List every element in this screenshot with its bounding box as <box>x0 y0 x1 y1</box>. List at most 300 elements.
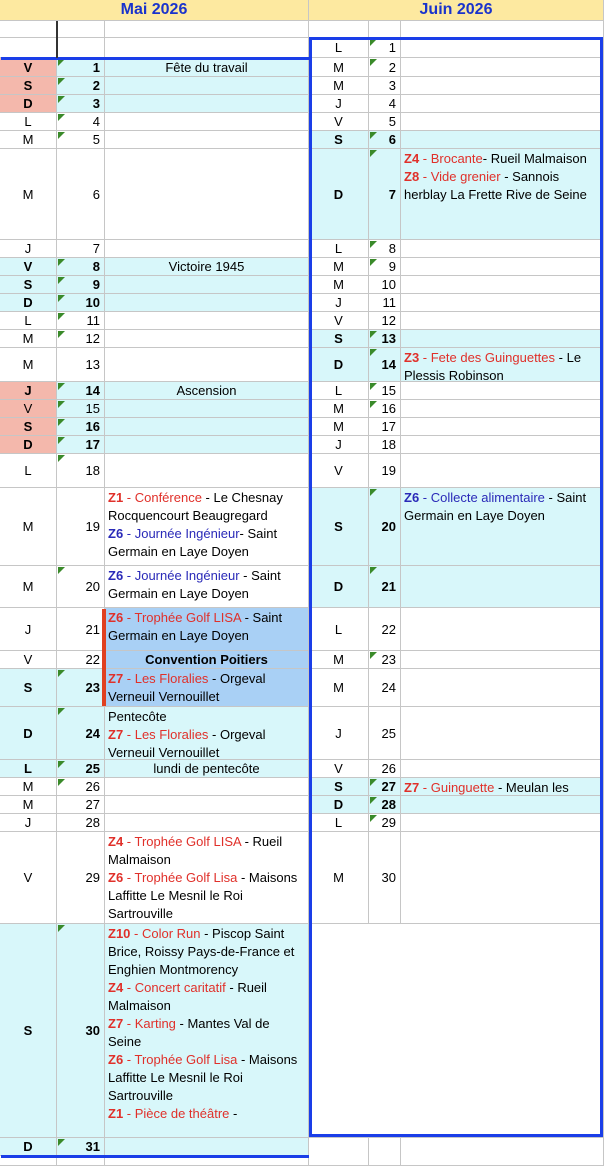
day-letter <box>309 312 369 330</box>
day-letter <box>0 382 57 400</box>
event-location: - Saint Germain en Laye Doyen <box>404 490 587 523</box>
day-letter-text: J <box>24 621 32 637</box>
day-number-text: 24 <box>381 680 396 695</box>
event-entry <box>108 726 305 760</box>
day-letter <box>0 566 57 608</box>
day-letter <box>0 276 57 294</box>
day-letter <box>0 95 57 113</box>
day-number-text: 2 <box>388 59 396 75</box>
comment-marker-icon <box>58 779 65 786</box>
event-cell[interactable] <box>105 436 309 454</box>
day-letter <box>0 258 57 276</box>
day-letter-text: M <box>333 277 344 292</box>
day-number <box>57 1138 105 1156</box>
day-number-text: 30 <box>85 1023 100 1038</box>
event-text: Convention Poitiers <box>145 652 268 667</box>
event-cell[interactable] <box>105 258 309 276</box>
comment-marker-icon <box>370 349 377 356</box>
day-number <box>57 669 105 707</box>
day-number <box>369 760 401 778</box>
month-title: Mai 2026 <box>120 1 188 18</box>
day-letter <box>0 58 57 77</box>
zone-code: Z7 <box>108 671 124 686</box>
event-cell[interactable] <box>105 131 309 149</box>
day-number-text: 9 <box>92 277 100 292</box>
comment-marker-icon <box>370 489 377 496</box>
comment-marker-icon <box>58 1139 65 1146</box>
day-letter-text: L <box>334 621 343 637</box>
comment-marker-icon <box>58 259 65 266</box>
day-letter <box>0 77 57 95</box>
event-cell[interactable] <box>105 294 309 312</box>
day-number-text: 15 <box>381 383 396 398</box>
comment-marker-icon <box>58 59 65 66</box>
day-number <box>369 796 401 814</box>
event-location: - Saint Germain en Laye Doyen <box>108 610 283 643</box>
day-letter <box>309 669 369 707</box>
event-text: lundi de pentecôte <box>153 761 260 776</box>
day-number <box>57 95 105 113</box>
comment-marker-icon <box>58 401 65 408</box>
event-location: - Meulan les <box>494 780 569 795</box>
day-letter <box>309 400 369 418</box>
day-number-text: 7 <box>388 186 396 202</box>
comment-marker-icon <box>58 419 65 426</box>
day-letter <box>309 95 369 113</box>
event-cell[interactable] <box>401 382 604 400</box>
day-number-text: 11 <box>86 313 100 328</box>
day-number <box>57 294 105 312</box>
event-cell[interactable] <box>401 77 604 95</box>
empty-cell <box>309 1138 369 1166</box>
event-cell[interactable] <box>105 330 309 348</box>
empty-area <box>309 924 604 1138</box>
day-number-text: 23 <box>85 680 100 695</box>
comment-marker-icon <box>370 150 377 157</box>
day-number <box>369 149 401 240</box>
day-letter-text: V <box>334 463 343 478</box>
event-location: - Le Chesnay Rocquencourt Beaugregard <box>108 490 283 523</box>
event-cell[interactable] <box>401 95 604 113</box>
comment-marker-icon <box>58 708 65 715</box>
day-letter-text: S <box>334 519 343 534</box>
event-cell[interactable] <box>401 436 604 454</box>
event-cell[interactable] <box>401 113 604 131</box>
day-letter <box>309 418 369 436</box>
zone-code: Z1 <box>108 1106 124 1121</box>
event-name: - Journée Ingénieur <box>123 526 240 541</box>
event-location: - Saint Germain en Laye Doyen <box>108 568 281 601</box>
event-cell[interactable] <box>105 58 309 77</box>
event-cell[interactable] <box>105 382 309 400</box>
event-name: - Trophée Golf LISA <box>123 834 241 849</box>
day-letter-text: M <box>22 186 34 202</box>
day-number <box>57 436 105 454</box>
day-number <box>57 814 105 832</box>
event-name: - Trophée Golf Lisa <box>123 1052 238 1067</box>
event-cell[interactable] <box>401 832 604 924</box>
day-letter <box>0 796 57 814</box>
day-letter <box>0 454 57 488</box>
comment-marker-icon <box>58 383 65 390</box>
event-cell[interactable] <box>105 1138 309 1156</box>
event-name: - Concert caritatif <box>123 980 226 995</box>
day-number-text: 29 <box>381 815 396 830</box>
zone-code: Z3 <box>404 350 420 365</box>
day-letter <box>309 382 369 400</box>
event-cell[interactable] <box>105 149 309 240</box>
event-location: - Orgeval Verneuil Vernouillet <box>108 727 266 760</box>
event-name: - Les Floralies <box>123 727 209 742</box>
day-number <box>57 760 105 778</box>
day-letter-text: V <box>334 114 343 129</box>
event-name: - Brocante <box>419 151 483 166</box>
day-letter <box>0 832 57 924</box>
day-number-text: 4 <box>388 96 396 111</box>
event-entry <box>108 489 305 525</box>
event-cell[interactable] <box>105 778 309 796</box>
event-cell[interactable] <box>401 38 604 58</box>
day-letter-text: L <box>334 383 343 398</box>
event-cell[interactable] <box>401 488 604 566</box>
event-entry <box>404 779 600 796</box>
spacer-cell <box>401 21 604 38</box>
event-cell[interactable] <box>401 814 604 832</box>
comment-marker-icon <box>58 295 65 302</box>
event-cell[interactable] <box>105 651 309 669</box>
event-cell[interactable] <box>401 149 604 240</box>
day-number <box>369 77 401 95</box>
day-number-text: 9 <box>388 259 396 274</box>
day-number <box>57 312 105 330</box>
event-cell[interactable] <box>401 348 604 382</box>
day-number-text: 11 <box>382 295 396 310</box>
day-letter-text: J <box>24 383 32 398</box>
day-letter <box>309 276 369 294</box>
event-entry <box>108 925 305 979</box>
event-entry <box>108 979 305 1015</box>
day-letter-text: V <box>23 652 33 667</box>
day-letter-text: M <box>22 779 34 794</box>
event-name: - Trophée Golf Lisa <box>123 870 238 885</box>
day-letter-text: D <box>333 579 344 594</box>
day-letter <box>0 707 57 760</box>
empty-cell <box>369 1138 401 1166</box>
event-name: - Collecte alimentaire <box>419 490 545 505</box>
day-letter <box>0 436 57 454</box>
event-cell[interactable] <box>401 330 604 348</box>
day-number-text: 10 <box>85 295 100 310</box>
day-letter-text: M <box>22 797 34 812</box>
event-cell[interactable] <box>105 488 309 566</box>
day-letter-text: L <box>24 463 32 478</box>
event-cell[interactable] <box>105 760 309 778</box>
day-number <box>57 258 105 276</box>
event-cell[interactable] <box>401 454 604 488</box>
day-letter-text: L <box>334 241 343 256</box>
event-cell[interactable] <box>401 418 604 436</box>
event-cell[interactable] <box>401 131 604 149</box>
day-number <box>57 400 105 418</box>
event-entry <box>177 383 237 398</box>
event-text: Victoire 1945 <box>168 259 245 274</box>
day-number-text: 25 <box>381 725 396 741</box>
event-cell[interactable] <box>401 566 604 608</box>
day-letter-text: M <box>333 401 344 416</box>
event-entry <box>404 150 600 168</box>
day-letter-text: D <box>23 96 33 111</box>
day-number-text: 20 <box>85 579 100 594</box>
spacer-cell <box>57 21 105 38</box>
day-number <box>369 113 401 131</box>
day-letter-text: S <box>23 1023 33 1038</box>
zone-code: Z1 <box>108 490 124 505</box>
month-header-may <box>0 0 309 21</box>
day-number <box>57 276 105 294</box>
event-entry <box>108 708 305 726</box>
day-number <box>57 330 105 348</box>
event-cell[interactable] <box>401 400 604 418</box>
day-letter-text: M <box>22 331 34 346</box>
day-letter <box>0 294 57 312</box>
comment-marker-icon <box>58 761 65 768</box>
day-number-text: 13 <box>381 331 396 346</box>
day-number-text: 6 <box>388 132 396 147</box>
day-number <box>369 58 401 77</box>
day-letter <box>309 330 369 348</box>
event-name: - Color Run <box>130 926 201 941</box>
month-header-june <box>309 0 604 21</box>
event-cell[interactable] <box>105 566 309 608</box>
day-letter-text: M <box>22 132 34 147</box>
event-cell[interactable] <box>105 348 309 382</box>
comment-marker-icon <box>58 437 65 444</box>
event-cell[interactable] <box>401 258 604 276</box>
event-entry <box>108 1051 305 1105</box>
event-name: - Pièce de théâtre <box>123 1106 230 1121</box>
event-cell[interactable] <box>401 608 604 651</box>
event-entry <box>108 1015 305 1051</box>
event-cell[interactable] <box>105 95 309 113</box>
zone-code: Z6 <box>108 1052 124 1067</box>
day-number <box>369 258 401 276</box>
zone-code: Z10 <box>108 926 131 941</box>
event-cell[interactable] <box>401 312 604 330</box>
day-number <box>57 778 105 796</box>
event-cell[interactable] <box>105 400 309 418</box>
event-name: - Fete des Guinguettes <box>419 350 556 365</box>
event-cell[interactable] <box>105 796 309 814</box>
zone-code: Z6 <box>404 490 420 505</box>
day-number-text: 5 <box>92 132 100 147</box>
day-number-text: 13 <box>85 357 100 372</box>
day-letter <box>309 113 369 131</box>
comment-marker-icon <box>58 313 65 320</box>
day-number-text: 25 <box>85 761 100 776</box>
day-letter-text: L <box>24 114 32 129</box>
zone-code: Z8 <box>404 169 420 184</box>
comment-marker-icon <box>58 277 65 284</box>
event-cell[interactable] <box>105 924 309 1138</box>
day-number <box>57 348 105 382</box>
day-letter-text: M <box>22 519 34 534</box>
day-letter-text: V <box>23 401 33 416</box>
day-number <box>369 348 401 382</box>
event-cell[interactable] <box>401 240 604 258</box>
event-entry <box>108 670 305 706</box>
month-title: Juin 2026 <box>419 1 493 18</box>
zone-code: Z4 <box>108 980 124 995</box>
event-cell[interactable] <box>401 707 604 760</box>
day-number-text: 18 <box>85 463 100 478</box>
day-number-text: 3 <box>388 78 396 93</box>
zone-code: Z7 <box>108 1016 124 1031</box>
day-letter <box>309 566 369 608</box>
comment-marker-icon <box>370 331 377 338</box>
comment-marker-icon <box>58 78 65 85</box>
event-cell[interactable] <box>105 814 309 832</box>
event-cell[interactable] <box>105 608 309 651</box>
day-number <box>57 113 105 131</box>
event-cell[interactable] <box>401 760 604 778</box>
day-letter <box>309 814 369 832</box>
day-number-text: 31 <box>85 1139 100 1154</box>
day-number <box>57 77 105 95</box>
day-number <box>369 276 401 294</box>
day-letter-text: D <box>23 295 33 310</box>
empty-cell <box>0 1156 57 1166</box>
comment-marker-icon <box>58 925 65 932</box>
event-cell[interactable] <box>105 707 309 760</box>
day-number-text: 1 <box>92 59 100 75</box>
day-letter <box>0 240 57 258</box>
event-entry <box>145 652 268 667</box>
day-number-text: 18 <box>381 437 396 452</box>
event-cell[interactable] <box>401 58 604 77</box>
comment-marker-icon <box>370 797 377 804</box>
zone-code: Z4 <box>404 151 420 166</box>
event-location: - <box>229 1106 238 1121</box>
day-number-text: 5 <box>388 114 396 129</box>
day-letter <box>309 488 369 566</box>
day-letter <box>0 1138 57 1156</box>
day-letter-text: D <box>23 725 33 741</box>
day-number <box>57 608 105 651</box>
day-number <box>369 669 401 707</box>
event-cell[interactable] <box>401 778 604 796</box>
day-number-text: 24 <box>85 725 100 741</box>
day-number <box>57 382 105 400</box>
event-cell[interactable] <box>105 312 309 330</box>
comment-marker-icon <box>58 331 65 338</box>
day-letter <box>309 348 369 382</box>
day-letter-text: V <box>334 313 343 328</box>
day-number <box>57 240 105 258</box>
event-cell[interactable] <box>105 77 309 95</box>
day-letter-text: S <box>334 132 343 147</box>
day-letter-text: V <box>23 259 33 274</box>
day-letter <box>309 131 369 149</box>
day-number <box>57 488 105 566</box>
empty-cell <box>105 1156 309 1166</box>
comment-marker-icon <box>58 96 65 103</box>
event-cell[interactable] <box>401 276 604 294</box>
day-number <box>57 924 105 1138</box>
day-number <box>369 566 401 608</box>
event-cell[interactable] <box>401 669 604 707</box>
day-number <box>369 330 401 348</box>
event-entry <box>165 60 247 75</box>
day-letter-text: J <box>335 295 342 310</box>
event-name: - Karting <box>123 1016 176 1031</box>
event-cell[interactable] <box>105 669 309 707</box>
event-cell[interactable] <box>105 454 309 488</box>
day-letter <box>309 778 369 796</box>
event-cell[interactable] <box>105 832 309 924</box>
spacer-cell <box>309 21 369 38</box>
event-cell[interactable] <box>401 294 604 312</box>
day-number <box>369 418 401 436</box>
event-cell[interactable] <box>105 418 309 436</box>
zone-code: Z6 <box>108 870 124 885</box>
day-letter-text: J <box>24 815 32 830</box>
day-number-text: 26 <box>381 761 396 776</box>
day-letter-text: D <box>23 437 33 452</box>
day-number-text: 8 <box>388 241 396 256</box>
day-number-text: 15 <box>85 401 100 416</box>
event-name: - Trophée Golf LISA <box>123 610 241 625</box>
event-cell[interactable] <box>105 240 309 258</box>
event-location: - Mantes Val de Seine <box>108 1016 270 1049</box>
day-number <box>369 312 401 330</box>
day-letter-text: M <box>22 357 34 372</box>
day-letter-text: L <box>24 761 32 776</box>
event-entry <box>169 259 245 274</box>
day-letter <box>309 258 369 276</box>
comment-marker-icon <box>370 401 377 408</box>
event-entry <box>404 489 600 525</box>
event-cell[interactable] <box>105 113 309 131</box>
day-letter <box>0 760 57 778</box>
event-cell[interactable] <box>105 276 309 294</box>
day-number-text: 28 <box>85 815 100 830</box>
day-letter <box>0 778 57 796</box>
day-number <box>57 418 105 436</box>
day-number <box>369 651 401 669</box>
day-letter <box>0 149 57 240</box>
event-name: - Journée Ingénieur <box>123 568 240 583</box>
day-number <box>57 566 105 608</box>
day-letter <box>309 760 369 778</box>
day-letter <box>309 796 369 814</box>
comment-marker-icon <box>370 39 377 46</box>
day-letter-text: S <box>334 331 343 346</box>
comment-marker-icon <box>58 132 65 139</box>
event-cell[interactable] <box>401 651 604 669</box>
event-text: Pentecôte <box>108 709 167 724</box>
day-number-text: 19 <box>85 519 100 534</box>
day-number-text: 21 <box>381 579 396 594</box>
comment-marker-icon <box>370 59 377 66</box>
zone-code: Z6 <box>108 526 124 541</box>
day-letter-text: J <box>335 437 342 452</box>
day-number-text: 29 <box>85 870 100 885</box>
day-letter-text: M <box>333 870 344 885</box>
event-name: - Conférence <box>123 490 202 505</box>
event-cell[interactable] <box>401 796 604 814</box>
day-letter <box>0 348 57 382</box>
event-name: - Les Floralies <box>123 671 209 686</box>
